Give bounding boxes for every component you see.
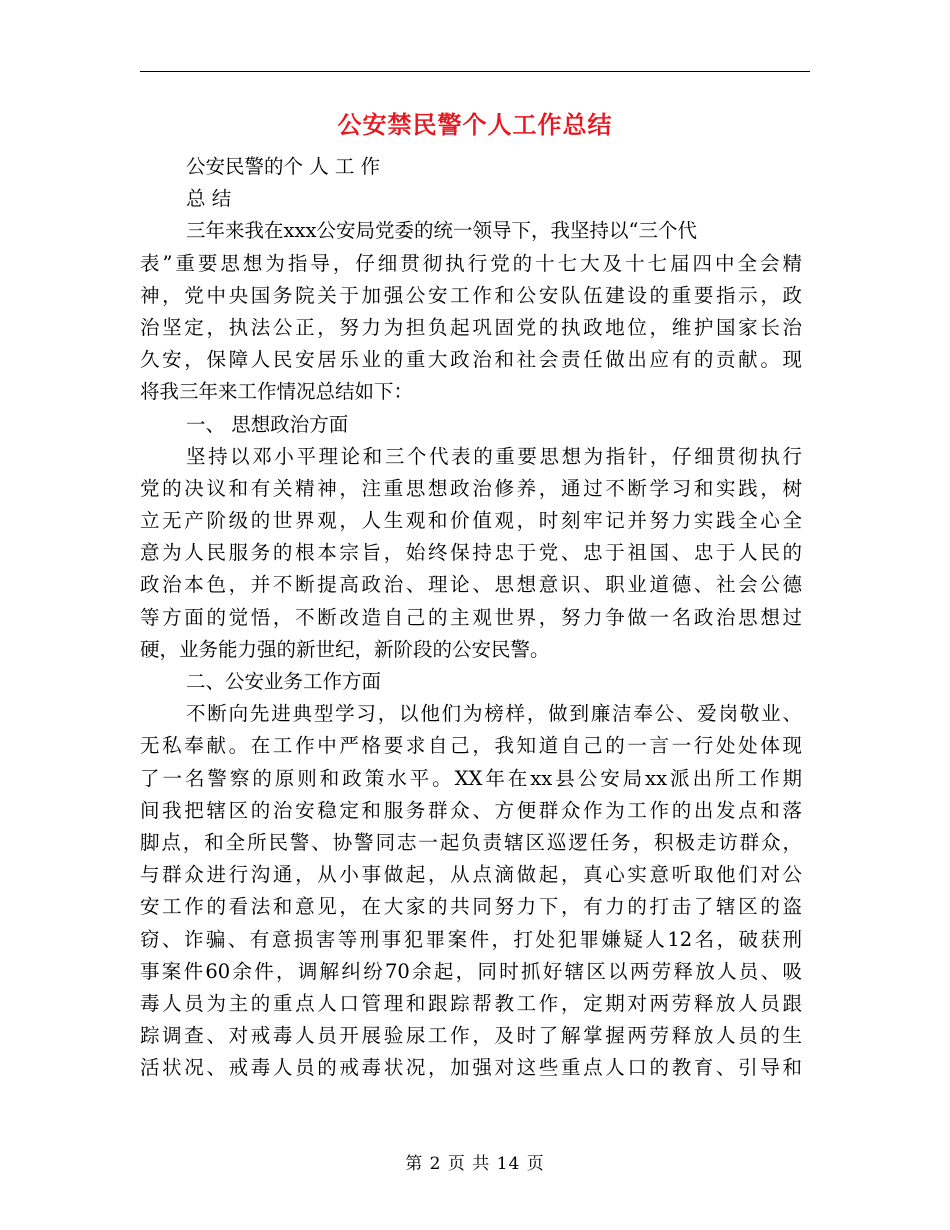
document-title: 公安禁民警个人工作总结	[337, 110, 613, 139]
text-line: 坚持以邓小平理论和三个代表的重要思想为指针，仔细贯彻执行	[186, 444, 802, 468]
text-line: 公安民警的个 人 工 作	[186, 155, 381, 178]
text-line: 久安，保障人民安居乐业的重大政治和社会责任做出应有的贡献。现	[140, 348, 802, 372]
text-line: 等方面的觉悟，不断改造自己的主观世界，努力争做一名政治思想过	[140, 605, 802, 629]
document-body	[140, 151, 802, 1084]
text-line: 将我三年来工作情况总结如下：	[140, 380, 414, 404]
text-line: 二、公安业务工作方面	[186, 670, 382, 693]
page-number: 第 2 页 共 14 页	[405, 1154, 545, 1174]
text-line: 不断向先进典型学习，以他们为榜样，做到廉洁奉公、爱岗敬业、	[186, 702, 802, 726]
text-line: 活状况、戒毒人员的戒毒状况，加强对这些重点人口的教育、引导和	[140, 1056, 802, 1080]
text-line: 硬，业务能力强的新世纪，新阶段的公安民警。	[140, 637, 550, 661]
text-line: 表”重要思想为指导，仔细贯彻执行党的十七大及十七届四中全会精	[140, 251, 802, 275]
text-line: 了一名警察的原则和政策水平。XX年在xx县公安局xx派出所工作期	[140, 766, 802, 790]
text-line: 安工作的看法和意见，在大家的共同努力下，有力的打击了辖区的盗	[140, 895, 802, 919]
text-line: 事案件60余件，调解纠纷70余起，同时抓好辖区以两劳释放人员、吸	[140, 959, 802, 983]
text-line: 间我把辖区的治安稳定和服务群众、方便群众作为工作的出发点和落	[140, 798, 802, 822]
text-line: 一、 思想政治方面	[186, 412, 349, 436]
text-line: 与群众进行沟通，从小事做起，从点滴做起，真心实意听取他们对公	[140, 863, 802, 887]
text-line: 总 结	[186, 187, 232, 211]
text-line: 党的决议和有关精神，注重思想政治修养，通过不断学习和实践，树	[140, 476, 802, 500]
text-line: 立无产阶级的世界观，人生观和价值观，时刻牢记并努力实践全心全	[140, 509, 802, 533]
text-line: 踪调查、对戒毒人员开展验尿工作，及时了解掌握两劳释放人员的生	[140, 1024, 802, 1048]
text-line: 神，党中央国务院关于加强公安工作和公安队伍建设的重要指示，政	[140, 283, 802, 307]
text-line: 三年来我在xxx公安局党委的统一领导下，我坚持以“三个代	[186, 219, 697, 243]
text-line: 治坚定，执法公正，努力为担负起巩固党的执政地位，维护国家长治	[140, 315, 802, 339]
text-line: 窃、诈骗、有意损害等刑事犯罪案件，打处犯罪嫌疑人12名，破获刑	[140, 927, 802, 951]
header-rule	[140, 71, 810, 72]
text-line: 脚点，和全所民警、协警同志一起负责辖区巡逻任务，积极走访群众，	[140, 830, 802, 854]
text-line: 意为人民服务的根本宗旨，始终保持忠于党、忠于祖国、忠于人民的	[140, 541, 802, 565]
text-line: 无私奉献。在工作中严格要求自己，我知道自己的一言一行处处体现	[140, 734, 802, 758]
text-line: 政治本色，并不断提高政治、理论、思想意识、职业道德、社会公德	[140, 573, 802, 597]
text-line: 毒人员为主的重点人口管理和跟踪帮教工作，定期对两劳释放人员跟	[140, 991, 802, 1015]
